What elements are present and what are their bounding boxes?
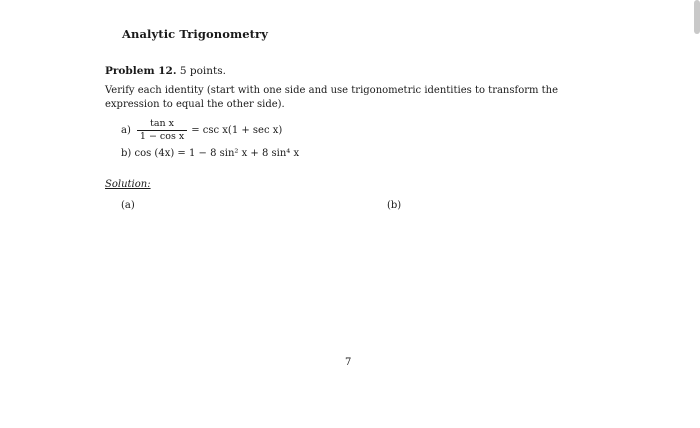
solution-column-a-label: (a): [121, 200, 135, 211]
problem-header: [105, 65, 226, 77]
page-number: 7: [345, 357, 352, 368]
fraction-numerator: tan x: [150, 117, 175, 129]
solution-column-b-label: (b): [387, 200, 402, 211]
identity-a-label: a): [121, 124, 131, 136]
problem-points: 5 points.: [179, 65, 226, 77]
identity-b: [121, 148, 299, 159]
problem-label: Problem 12.: [105, 65, 177, 77]
section-title: Analytic Trigonometry: [122, 27, 269, 41]
identity-a: [121, 116, 282, 144]
fraction-denominator: 1 − cos x: [137, 130, 187, 143]
identity-b-label: b): [121, 148, 132, 159]
problem-instructions: Verify each identity (start with one side and use trigonometric identities to transform the expression to equal the other side).: [105, 85, 559, 110]
identity-b-expression: cos (4x) = 1 − 8 sin² x + 8 sin⁴ x: [134, 148, 300, 159]
scrollbar[interactable]: [694, 0, 700, 34]
identity-a-rhs: = csc x(1 + sec x): [191, 124, 283, 136]
solution-heading: Solution:: [105, 179, 151, 190]
identity-a-fraction: [137, 118, 187, 143]
